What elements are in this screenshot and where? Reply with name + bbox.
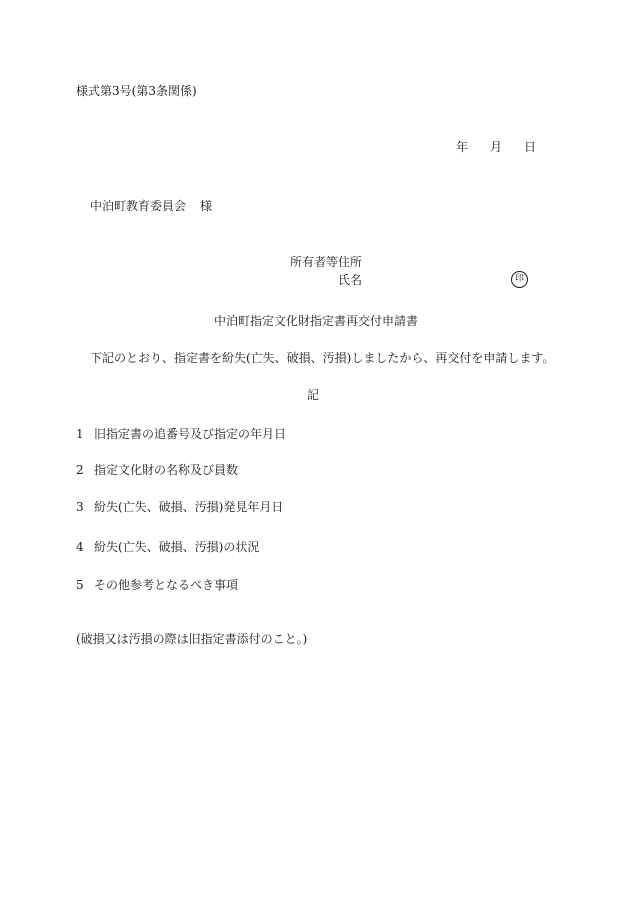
- owner-address-label: 所有者等住所: [290, 255, 363, 269]
- list-item: [76, 539, 259, 555]
- item-text: 旧指定書の追番号及び指定の年月日: [94, 427, 287, 441]
- document-title: 中泊町指定文化財指定書再交付申請書: [214, 314, 419, 328]
- date-year-label: 年: [456, 140, 469, 154]
- date-day-label: 日: [524, 140, 537, 154]
- item-number: 2: [76, 463, 84, 477]
- date-line: [456, 139, 536, 155]
- addressee-name: 中泊町教育委員会: [90, 199, 187, 213]
- list-item: [76, 426, 286, 442]
- attachment-note: (破損又は汚損の際は旧指定書添付のこと。): [76, 632, 308, 646]
- addressee: [90, 198, 212, 214]
- item-text: 紛失(亡失、破損、汚損)の状況: [94, 540, 260, 554]
- owner-name-label: 氏名: [338, 273, 363, 287]
- item-text: 指定文化財の名称及び員数: [94, 463, 239, 477]
- item-number: 5: [76, 578, 84, 592]
- item-number: 4: [76, 540, 84, 554]
- body-text: 下記のとおり、指定書を紛失(亡失、破損、汚損)しましたから、再交付を申請します。: [90, 351, 555, 365]
- date-month-label: 月: [490, 140, 503, 154]
- list-item: [76, 462, 238, 478]
- item-number: 1: [76, 427, 84, 441]
- form-number: 様式第3号(第3条関係): [76, 84, 197, 98]
- seal-mark: 印: [511, 271, 528, 288]
- list-item: [76, 499, 283, 515]
- item-text: その他参考となるべき事項: [94, 578, 239, 592]
- item-number: 3: [76, 500, 84, 514]
- list-item: [76, 577, 238, 593]
- addressee-honorific: 様: [200, 199, 213, 213]
- item-text: 紛失(亡失、破損、汚損)発見年月日: [94, 500, 284, 514]
- ki-heading: 記: [307, 388, 320, 402]
